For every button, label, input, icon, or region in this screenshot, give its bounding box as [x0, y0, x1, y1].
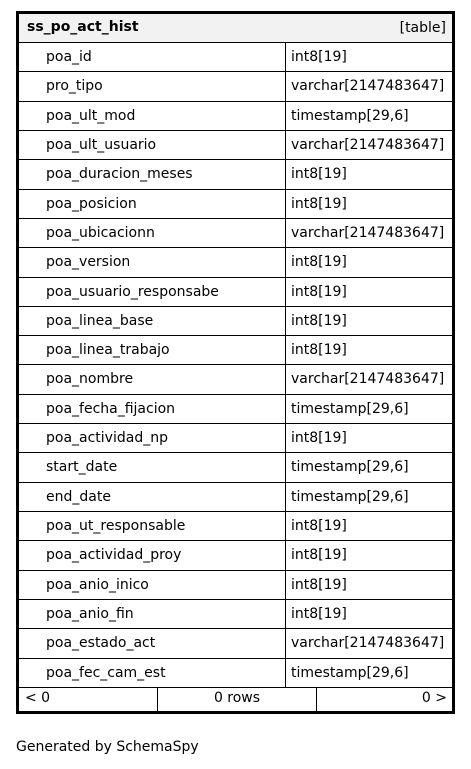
table-header	[19, 14, 452, 43]
column-row	[19, 365, 452, 394]
column-row	[19, 131, 452, 160]
column-type: varchar[2147483647]	[291, 635, 445, 652]
column-row	[19, 453, 452, 482]
column-name: pro_tipo	[19, 72, 286, 100]
column-name: start_date	[19, 453, 286, 481]
column-name: poa_actividad_np	[19, 424, 286, 452]
column-type: int8[19]	[291, 605, 347, 622]
column-type: int8[19]	[291, 312, 347, 329]
column-name: poa_posicion	[19, 190, 286, 218]
column-name: poa_version	[19, 248, 286, 276]
column-row	[19, 571, 452, 600]
column-type: int8[19]	[291, 254, 347, 271]
column-type: varchar[2147483647]	[291, 224, 445, 241]
column-type: int8[19]	[291, 49, 347, 65]
column-row	[19, 72, 452, 101]
column-name: poa_usuario_responsabe	[19, 278, 286, 306]
column-name: poa_anio_inico	[19, 571, 286, 599]
column-type: int8[19]	[291, 342, 347, 359]
parents-count: < 0	[19, 687, 158, 711]
column-type: int8[19]	[291, 518, 347, 534]
column-type: int8[19]	[291, 166, 347, 183]
column-type: varchar[2147483647]	[291, 136, 445, 153]
column-name: poa_id	[19, 43, 286, 71]
column-name: poa_fecha_fijacion	[19, 395, 286, 423]
column-name: poa_anio_fin	[19, 600, 286, 628]
column-name: poa_nombre	[19, 365, 286, 393]
column-type: int8[19]	[291, 547, 347, 564]
column-row	[19, 102, 452, 131]
table-footer	[19, 687, 452, 711]
column-name: poa_ubicacionn	[19, 219, 286, 247]
column-row	[19, 278, 452, 307]
column-name: poa_duracion_meses	[19, 160, 286, 188]
column-row	[19, 629, 452, 658]
column-type: int8[19]	[291, 430, 347, 447]
column-type: varchar[2147483647]	[291, 371, 445, 388]
column-type: timestamp[29,6]	[291, 459, 409, 476]
column-row	[19, 248, 452, 277]
column-name: poa_linea_base	[19, 307, 286, 335]
column-name: poa_estado_act	[19, 629, 286, 657]
column-name: poa_ult_usuario	[19, 131, 286, 159]
children-count: 0 >	[421, 690, 447, 706]
column-name: poa_linea_trabajo	[19, 336, 286, 364]
column-row	[19, 659, 452, 688]
generated-by-note: Generated by SchemaSpy	[16, 739, 199, 755]
column-row	[19, 43, 452, 72]
column-type: int8[19]	[291, 576, 347, 593]
column-type: timestamp[29,6]	[291, 664, 409, 681]
column-type: timestamp[29,6]	[291, 400, 409, 417]
column-type: timestamp[29,6]	[291, 107, 409, 124]
table-type-label: [table]	[399, 20, 446, 36]
table-entity	[16, 11, 455, 714]
column-row	[19, 219, 452, 248]
table-name: ss_po_act_hist	[27, 19, 139, 35]
column-name: poa_ult_mod	[19, 102, 286, 130]
column-row	[19, 541, 452, 570]
row-count: 0 rows	[158, 687, 317, 711]
column-row	[19, 600, 452, 629]
column-name: poa_actividad_proy	[19, 541, 286, 569]
column-row	[19, 483, 452, 512]
column-name: poa_ut_responsable	[19, 512, 286, 540]
column-row	[19, 336, 452, 365]
column-type: int8[19]	[291, 195, 347, 212]
column-row	[19, 160, 452, 189]
column-row	[19, 190, 452, 219]
column-list	[19, 43, 452, 688]
column-name: end_date	[19, 483, 286, 511]
column-type: varchar[2147483647]	[291, 78, 445, 95]
column-row	[19, 424, 452, 453]
column-row	[19, 512, 452, 541]
column-name: poa_fec_cam_est	[19, 659, 286, 687]
column-type: timestamp[29,6]	[291, 488, 409, 505]
column-row	[19, 395, 452, 424]
column-type: int8[19]	[291, 283, 347, 300]
column-row	[19, 307, 452, 336]
